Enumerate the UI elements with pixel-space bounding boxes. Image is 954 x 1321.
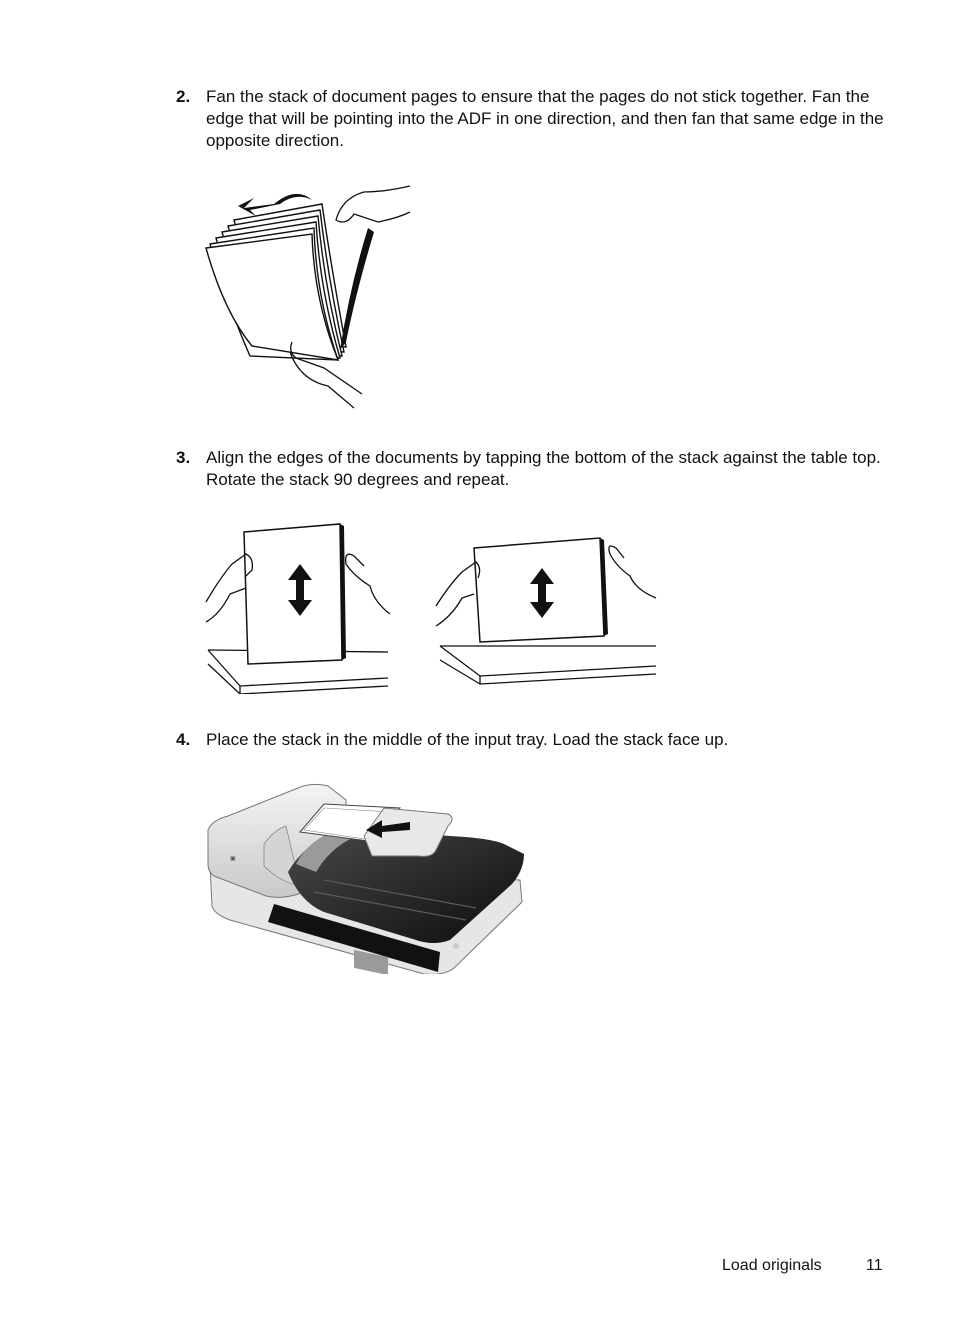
step-number: 4. xyxy=(176,730,191,749)
step-number: 3. xyxy=(176,448,191,467)
page-number: 11 xyxy=(866,1257,883,1274)
step-text: Fan the stack of document pages to ensure that the pages do not stick together. Fan the edge that will be pointing into the ADF in one direction, and then fan that same edge in the opposite direction. xyxy=(206,87,884,150)
brand-logo-mark: ▣ xyxy=(230,856,236,862)
scanner-adf-loading-illustration xyxy=(204,780,528,974)
fanning-pages-illustration xyxy=(204,182,414,410)
step-number: 2. xyxy=(176,87,191,106)
footer-section-title: Load originals xyxy=(722,1257,822,1274)
step-text: Place the stack in the middle of the input tray. Load the stack face up. xyxy=(206,730,729,749)
tapping-stack-illustration xyxy=(204,518,660,694)
step-text: Align the edges of the documents by tapping the bottom of the stack against the table top. Rotate the stack 90 degrees and repeat. xyxy=(206,448,881,489)
